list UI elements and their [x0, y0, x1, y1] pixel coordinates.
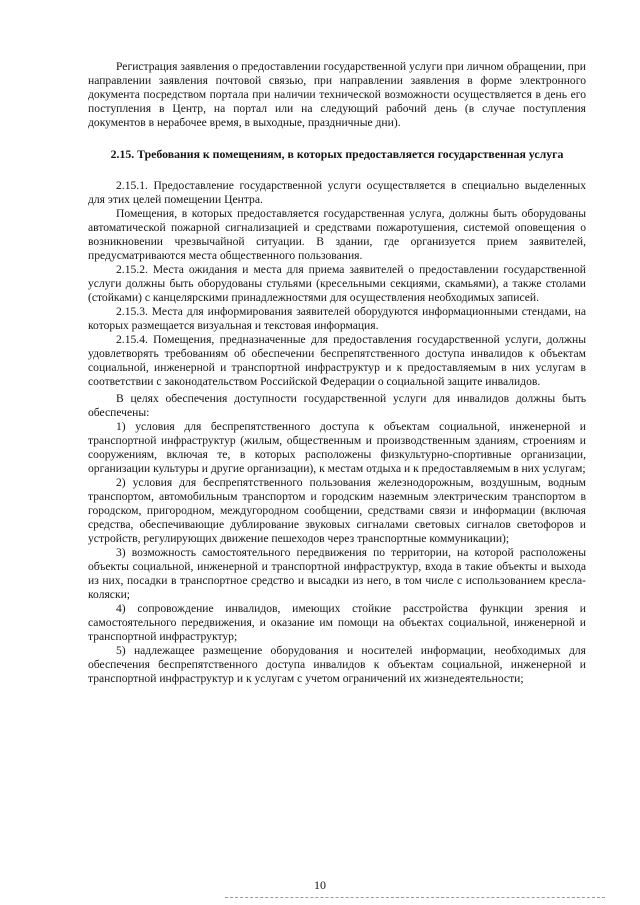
intro-paragraph: Регистрация заявления о предоставлении государственной услуги при личном обращении, при направлении заявления почтовой связью, при направлении заявления в форме электронного документа посредством портала при наличии технической возможности осуществляется в день его поступления в Центр, на портал или на следующий рабочий день (в случае поступления документов в нерабочее время, в выходные, праздничные дни).: [88, 60, 586, 129]
page-content: [88, 60, 586, 686]
paragraph-premises-equipment: Помещения, в которых предоставляется государственная услуга, должны быть оборудованы автоматической пожарной сигнализацией и средствами пожаротушения, системой оповещения о возникновении чрезвычайной ситуации. В здании, где организуется прием заявителей, предусматриваются места общественного пользования.: [88, 206, 586, 262]
list-item-5: 5) надлежащее размещение оборудования и носителей информации, необходимых для обеспечения беспрепятственного доступа инвалидов к объектам социальной, инженерной и транспортной инфраструктур и к услугам с учетом ограничений их жизнедеятельности;: [88, 643, 586, 685]
paragraph-accessibility-intro: В целях обеспечения доступности государственной услуги для инвалидов должны быть обеспечены:: [88, 391, 586, 419]
paragraph-2-15-1: 2.15.1. Предоставление государственной услуги осуществляется в специально выделенных для этих целей помещении Центра.: [88, 178, 586, 206]
paragraph-2-15-2: 2.15.2. Места ожидания и места для приема заявителей о предоставлении государственной услуги должны быть оборудованы стульями (кресельными секциями, скамьями), а также столами (стойками) с канцелярскими принадлежностями для осуществления необходимых записей.: [88, 262, 586, 304]
list-item-3: 3) возможность самостоятельного передвижения по территории, на которой расположены объекты социальной, инженерной и транспортной инфраструктур, входа в такие объекты и выхода из них, посадки в транспортное средство и высадки из него, в том числе с использованием кресла-коляски;: [88, 545, 586, 601]
section-heading: 2.15. Требования к помещениям, в которых предоставляется государственная услуга: [110, 147, 564, 161]
paragraph-2-15-3: 2.15.3. Места для информирования заявителей оборудуются информационными стендами, на которых размещается визуальная и текстовая информация.: [88, 304, 586, 332]
footer-rule: [225, 897, 605, 898]
list-item-1: 1) условия для беспрепятственного доступа к объектам социальной, инженерной и транспортной инфраструктур (жилым, общественным и производственным зданиям, строениям и сооружениям, включая те, в которых расположены физкультурно-спортивные организации, организации культуры и другие организации), к местам отдыха и к предоставляемым в них услугам;: [88, 419, 586, 475]
page-number: 10: [314, 878, 326, 892]
paragraph-2-15-4: 2.15.4. Помещения, предназначенные для предоставления государственной услуги, должны удовлетворять требованиям об обеспечении беспрепятственного доступа инвалидов к объектам социальной, инженерной и транспортной инфраструктур и к предоставляемым в них услугам в соответствии с законодательством Российской Федерации о социальной защите инвалидов.: [88, 332, 586, 388]
list-item-4: 4) сопровождение инвалидов, имеющих стойкие расстройства функции зрения и самостоятельного передвижения, и оказание им помощи на объектах социальной, инженерной и транспортной инфраструктур;: [88, 601, 586, 643]
list-item-2: 2) условия для беспрепятственного пользования железнодорожным, воздушным, водным транспортом, автомобильным транспортом и городским наземным электрическим транспортом в городском, пригородном, междугородном сообщении, средствами связи и информации (включая средства, обеспечивающие дублирование звуковых сигналами световых сигналов светофоров и устройств, регулирующих движение пешеходов через транспортные коммуникации);: [88, 475, 586, 545]
